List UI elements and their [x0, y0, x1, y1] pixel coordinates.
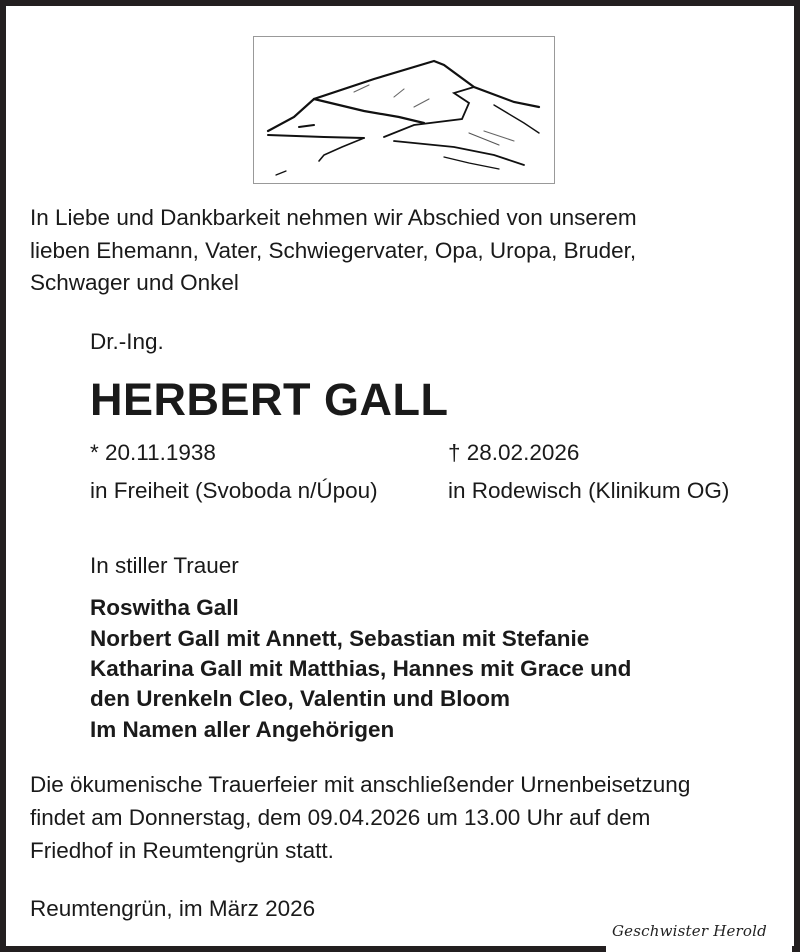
mourner-line: Norbert Gall mit Annett, Sebastian mit Stefanie [90, 626, 590, 651]
birth-place: in Freiheit (Svoboda n/Úpou) [90, 478, 378, 503]
death-place: in Rodewisch (Klinikum OG) [448, 478, 730, 503]
mountain-illustration [253, 36, 555, 184]
death-date: † 28.02.2026 [448, 440, 580, 465]
deceased-name: HERBERT GALL [90, 374, 449, 425]
mourner-line: den Urenkeln Cleo, Valentin und Bloom [90, 686, 511, 711]
mourner-line: Roswitha Gall [90, 595, 239, 620]
service-line: Die ökumenische Trauerfeier mit anschließender Urnenbeisetzung [30, 772, 691, 797]
funeral-home-signature: Geschwister Herold [612, 922, 767, 940]
place-date: Reumtengrün, im März 2026 [30, 896, 316, 921]
birth-date: * 20.11.1938 [90, 440, 216, 465]
mourner-line: Im Namen aller Angehörigen [90, 717, 395, 742]
intro-line: In Liebe und Dankbarkeit nehmen wir Abschied von unserem [30, 205, 637, 230]
service-line: findet am Donnerstag, dem 09.04.2026 um 13.00 Uhr auf dem [30, 805, 651, 830]
mourner-line: Katharina Gall mit Matthias, Hannes mit Grace und [90, 656, 632, 681]
mourning-heading: In stiller Trauer [90, 553, 239, 578]
service-line: Friedhof in Reumtengrün statt. [30, 838, 334, 863]
intro-line: lieben Ehemann, Vater, Schwiegervater, Opa, Uropa, Bruder, [30, 238, 637, 263]
intro-line: Schwager und Onkel [30, 270, 239, 295]
academic-title: Dr.-Ing. [90, 329, 164, 354]
